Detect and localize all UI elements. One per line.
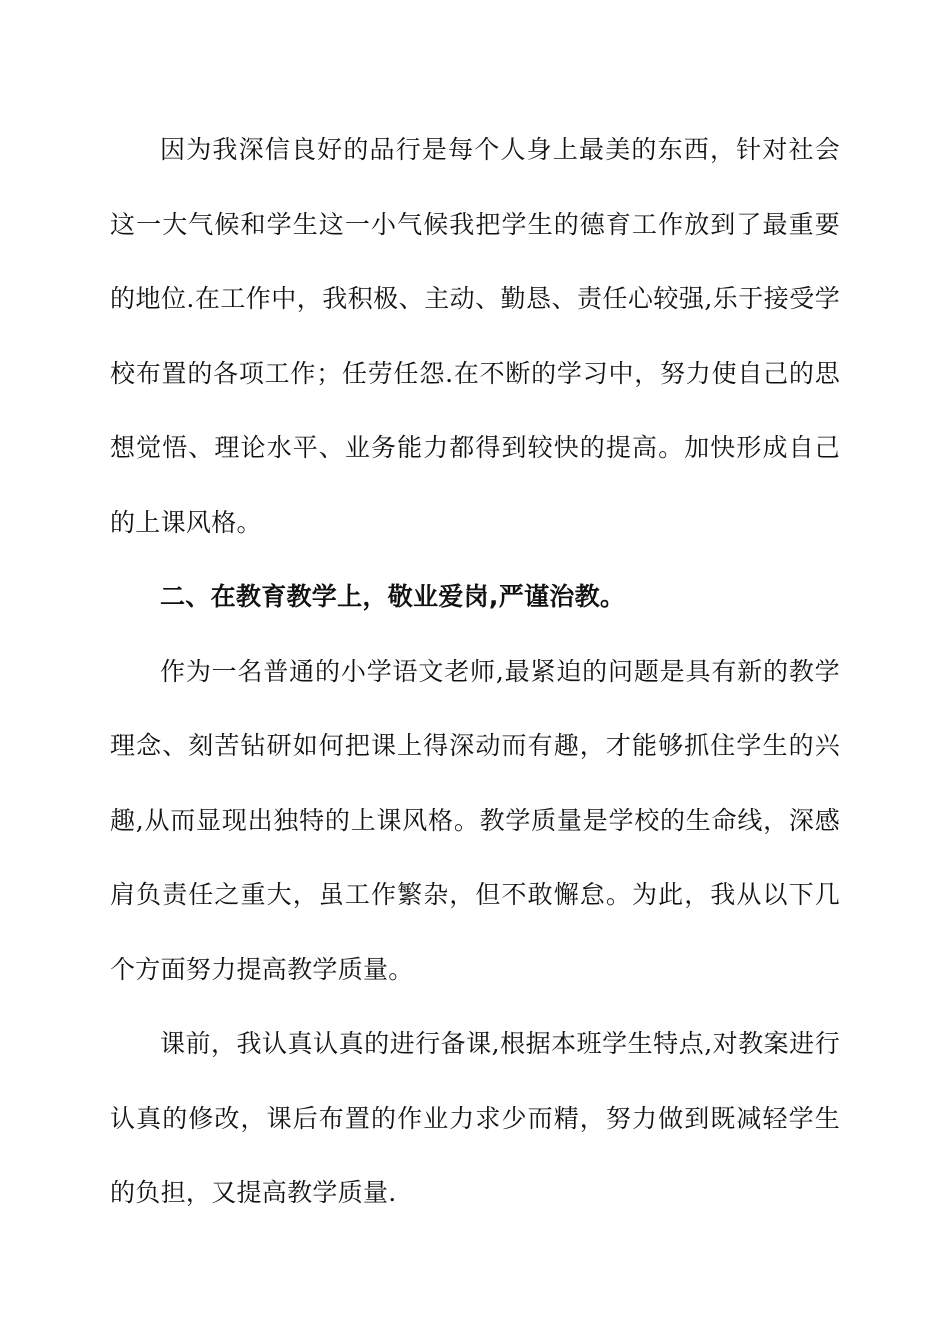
paragraph-teaching-philosophy: 作为一名普通的小学语文老师,最紧迫的问题是具有新的教学理念、刻苦钻研如何把课上得深动而有趣，才能够抓住学生的兴趣,从而显现出独特的上课风格。教学质量是学校的生命线，深感肩负责任之重大，虽工作繁杂，但不敢懈怠。为此，我从以下几个方面努力提高教学质量。 <box>110 656 840 984</box>
section-heading-teaching: 二、在教育教学上，敬业爱岗,严谨治教。 <box>160 582 626 611</box>
paragraph-lesson-preparation: 课前，我认真认真的进行备课,根据本班学生特点,对教案进行认真的修改，课后布置的作业力求少而精，努力做到既减轻学生的负担，又提高教学质量. <box>110 1029 840 1207</box>
paragraph-moral-education: 因为我深信良好的品行是每个人身上最美的东西，针对社会这一大气候和学生这一小气候我把学生的德育工作放到了最重要的地位.在工作中，我积极、主动、勤恳、责任心较强,乐于接受学校布置的各项工作；任劳任怨.在不断的学习中，努力使自己的思想觉悟、理论水平、业务能力都得到较快的提高。加快形成自己的上课风格。 <box>110 135 840 537</box>
document-body <box>110 113 840 1231</box>
